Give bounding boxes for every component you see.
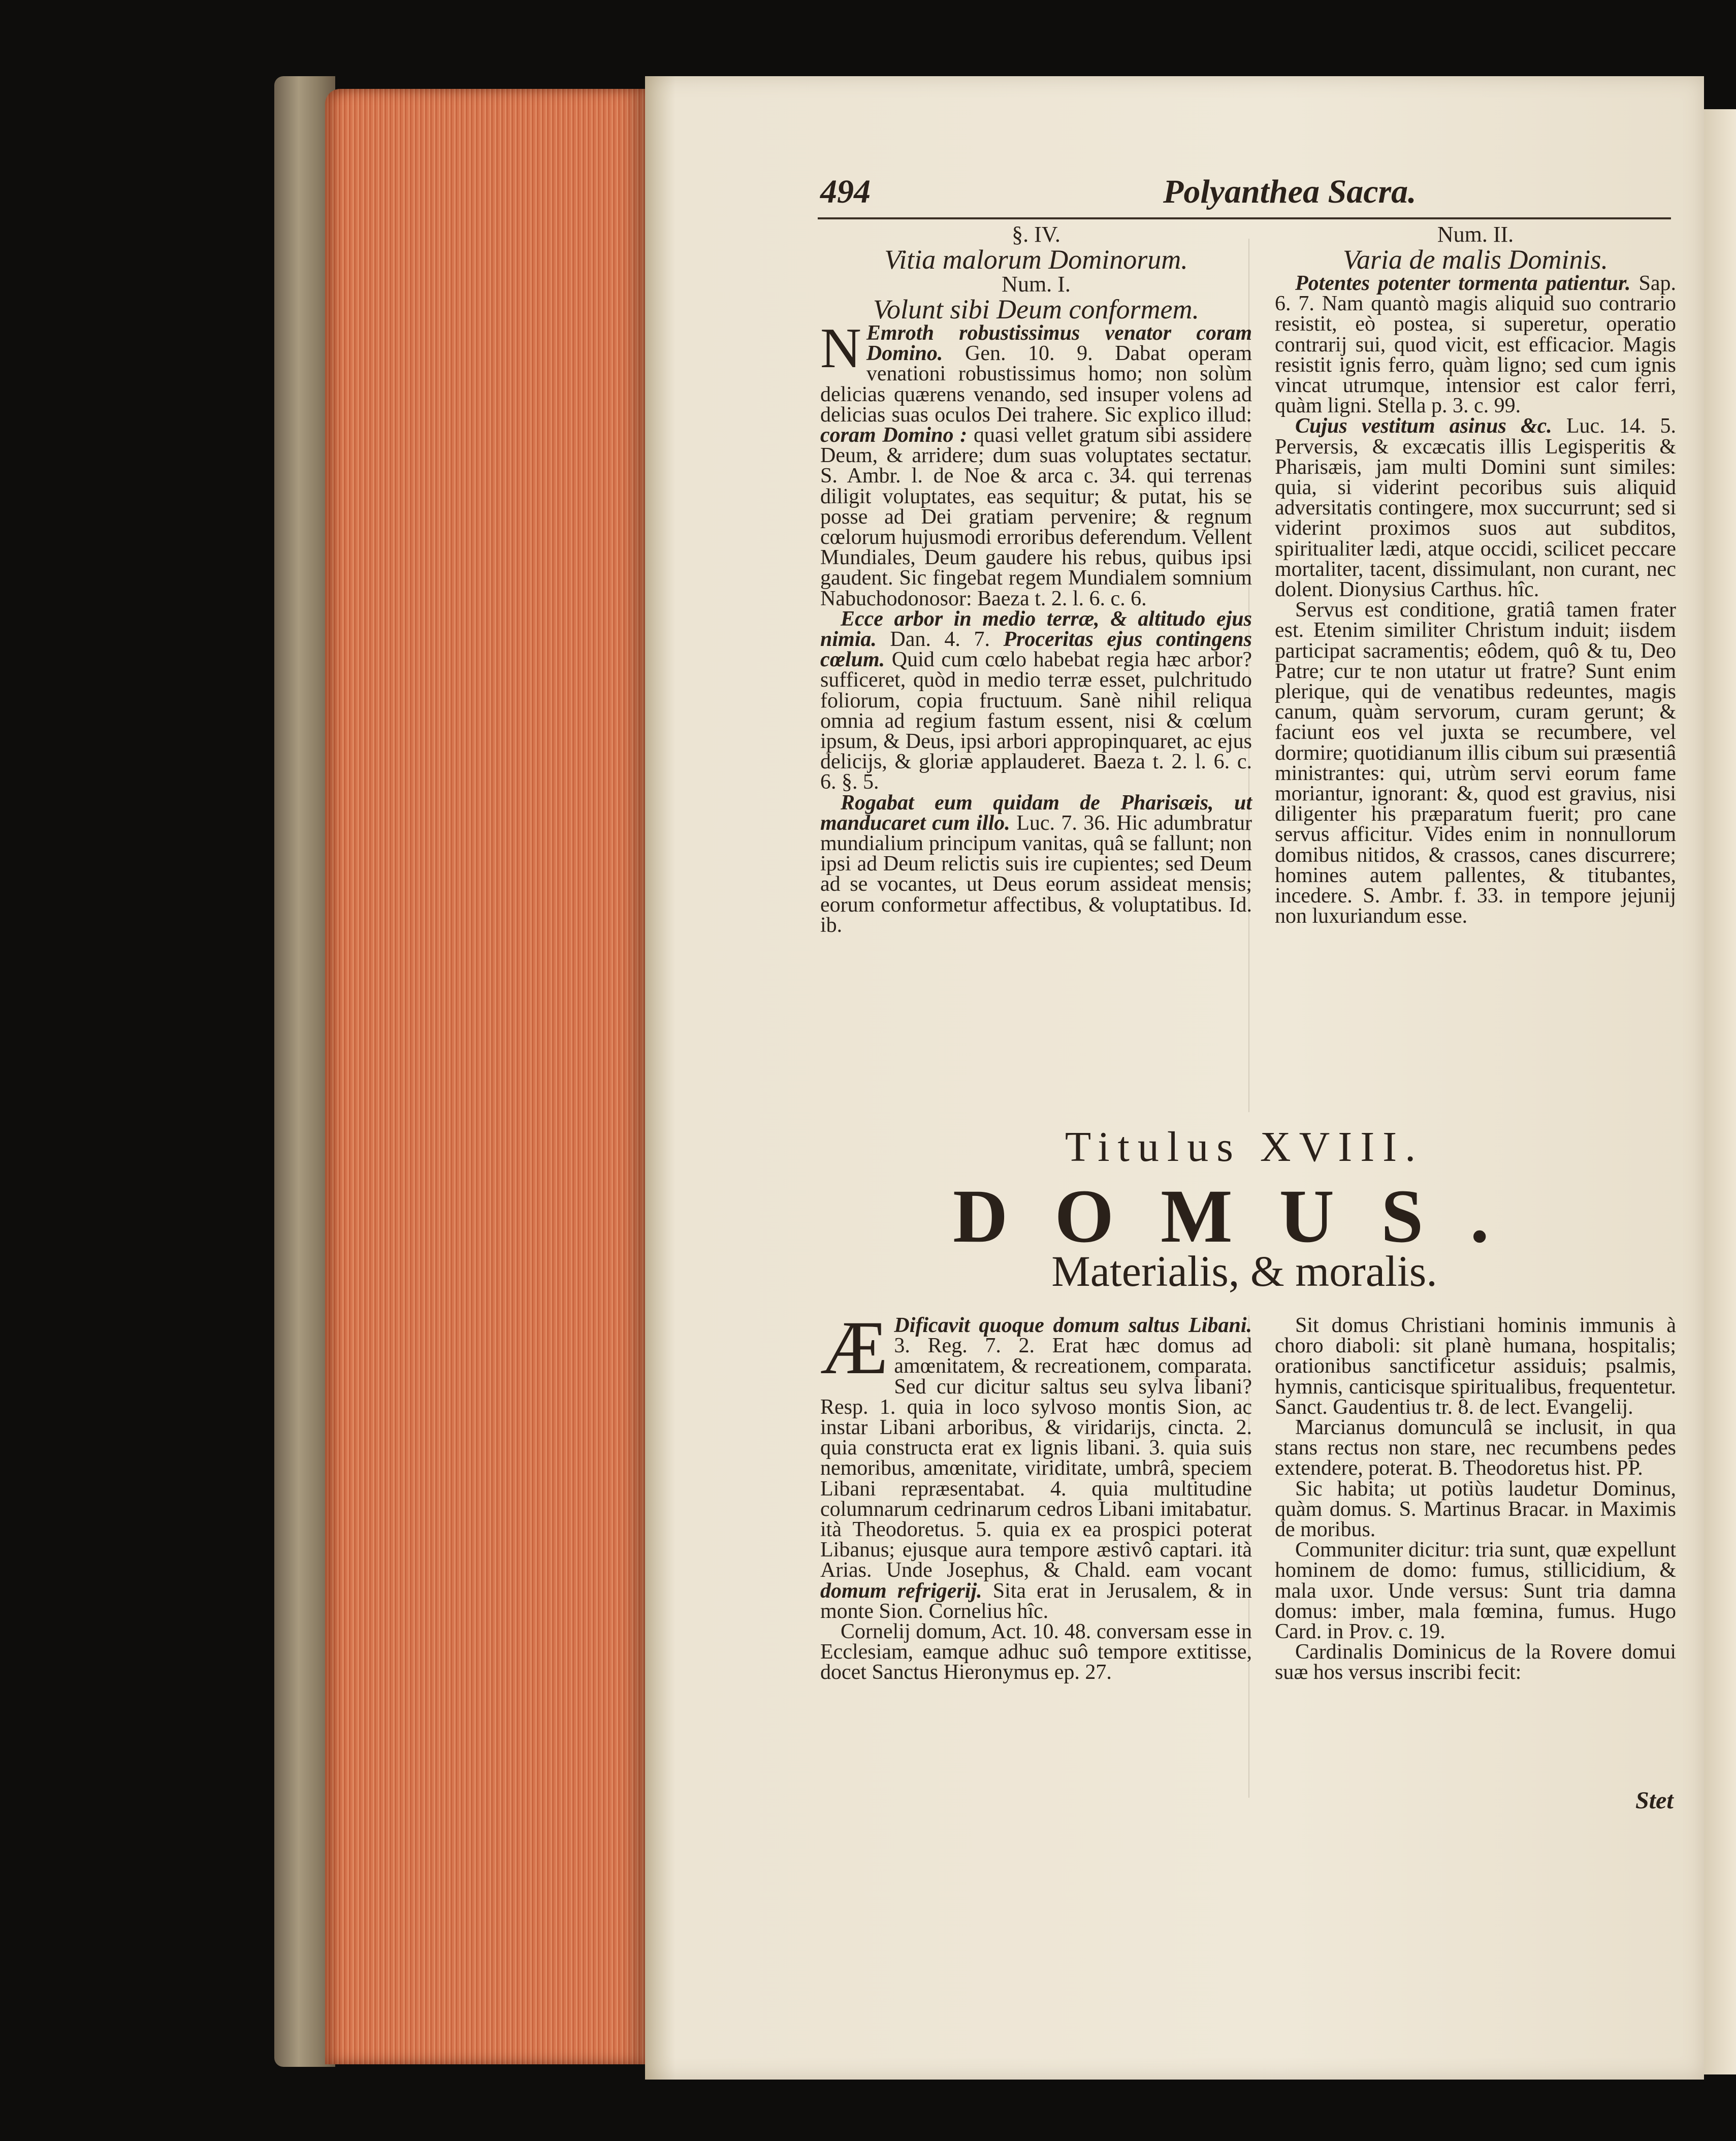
num-label: Num. I.: [1002, 272, 1071, 297]
paragraph: Marcianus domunculâ se inclusit, in qua stans rectus non stare, nec recumbens pedes extendere, poterat. B. Theodoretus hist. PP.: [1275, 1416, 1676, 1480]
page-fore-edge: [325, 89, 645, 2064]
drop-cap: Æ: [820, 1306, 888, 1390]
paragraph: Rogabat eum quidam de Pharisæis, ut manducaret cum illo. Luc. 7. 36. Hic adumbratur mundialium principum vanitas, quâ se fallunt; non ipsi ad Deum relictis suis ire cupientes; sed Deum ad se vocantes, ut Deus eorum assideat mensis; eorum conformetur affectibus, & voluptatibus. Id. ib.: [820, 791, 1252, 937]
lower-left-column: [820, 1306, 1252, 1684]
paragraph: Cornelij domum, Act. 10. 48. conversam esse in Ecclesiam, eamque adhuc suô tempore extitisse, docet Sanctus Hieronymus ep. 27.: [820, 1620, 1252, 1684]
paragraph: Cardinalis Dominicus de la Rovere domui suæ hos versus inscribi fecit:: [1275, 1640, 1676, 1684]
next-page-edge: [1704, 109, 1736, 2074]
drop-cap: N: [820, 317, 861, 380]
paragraph: Communiter dicitur: tria sunt, quæ expellunt hominem de domo: fumus, stillicidium, & mala uxor. Unde versus: Sunt tria damna domus: imber, mala fœmina, fumus. Hugo Card. in Prov. c. 19.: [1275, 1538, 1676, 1644]
paragraph: Cujus vestitum asinus &c. Luc. 14. 5. Perversis, & excæcatis illis Legisperitis & Pharisæis, jam multi Domini sunt similes: quia, si viderint pecoribus suis aliquid adversitatis contingere, mox succurrunt; sed si viderint proximos suos aut subditos, spiritualiter lædi, atque occidi, scilicet peccare mortaliter, tacent, dissimulant, non curant, nec dolent. Dionysius Carthus. hîc.: [1275, 414, 1677, 602]
left-column: [820, 223, 1252, 935]
lower-right-column: [1275, 1315, 1676, 1683]
header-rule: [818, 217, 1671, 219]
paragraph: Potentes potenter tormenta patientur. Sap. 6. 7. Nam quantò magis aliquid suo contrario resistit, eò postea, si superetur, operatio contrarij sui, quod vicit, est efficacior. Magis resistit ignis ferro, quàm ligno; sed cum ignis vincat utrumque, intensior est calor ferri, quàm ligni. Stella p. 3. c. 99.: [1275, 272, 1676, 418]
paragraph: Servus est conditione, gratiâ tamen frater est. Etenim similiter Christum induit; iisdem participat sacramentis; eôdem, quô & tu, Deo Patre; cur te non utatur ut fratre? Sunt enim plerique, qui de venatibus redeuntes, magis canum, quàm servorum, curam gerunt; & faciunt eos vel juxta se recumbere, vel dormire; quotidianum illis cibum sui præsentiâ ministrantes: qui, utrùm servi eorum fame moriantur, ignorant: &, quod est gravius, nisi diligenter his præparatum fuerit; pro cane servus afficitur. Vides enim in nonnullorum domibus nitidos, & crassos, canes discurrere; homines autem pallentes, & titubantes, incedere. S. Ambr. f. 33. in tempore jejunij non luxuriandum esse.: [1275, 598, 1676, 928]
page-number: 494: [820, 173, 871, 210]
titulus-heading: Titulus XVIII.: [1065, 1123, 1424, 1171]
paragraph: Ecce arbor in medio terræ, & altitudo ejus nimia. Dan. 4. 7. Proceritas ejus contingens cœlum. Quid cum cœlo habebat regia hæc arbor? sufficeret, quòd in medio terræ esset, pulchritudo foliorum, copia fructuum. Sanè nihil reliqua omnia ad regium fastum essent, nisi & cœlum ipsum, & Deus, ipsi arbori appropinquaret, ac ejus delicijs, & gloriæ applauderet. Baeza t. 2. l. 6. c. 6. §. 5.: [820, 607, 1252, 794]
paragraph: Sic habita; ut potiùs laudetur Dominus, quàm domus. S. Martinus Bracar. in Maximis de moribus.: [1275, 1477, 1676, 1542]
paragraph: Sit domus Christiani hominis immunis à choro diaboli: sit planè humana, hospitalis; orationibus sanctificetur assiduis; psalmis, hymnis, canticisque spiritualibus, frequentetur. Sanct. Gaudentius tr. 8. de lect. Evangelij.: [1275, 1314, 1676, 1419]
num-title: Varia de malis Dominis.: [1342, 244, 1609, 275]
num-title: Volunt sibi Deum conformem.: [873, 294, 1199, 325]
section-head: §. IV.: [1012, 222, 1060, 247]
paragraph: Æ Dificavit quoque domum saltus Libani. 3. Reg. 7. 2. Erat hæc domus ad amœnitatem, & recreationem, comparata. Sed cur dicitur saltus seu sylva libani? Resp. 1. quia in loco sylvoso montis Sion, ac instar Libani arboribus, & viridarijs, cincta. 2. quia constructa erat ex lignis libani. 3. quia suis nemoribus, amœnitate, viriditate, umbrâ, speciem Libani repræsentabat. 4. quia multitudine columnarum cedrinarum cedros Libani imitabatur. ità Theodoretus. 5. quia ex ea prospici poterat Libanus; ejusque aura tempore æstivô captari. ità Arias. Unde Josephus, & Chald. eam vocant domum refrigerij. Sita erat in Jerusalem, & in monte Sion. Cornelius hîc.: [820, 1306, 1252, 1623]
running-title: Polyanthea Sacra.: [1163, 173, 1417, 210]
catchword: Stet: [1635, 1787, 1674, 1814]
title-subtitle: Materialis, & moralis.: [1051, 1247, 1437, 1295]
section-title: Vitia malorum Dominorum.: [884, 244, 1188, 275]
paragraph: N Emroth robustissimus venator coram Domino. Gen. 10. 9. Dabat operam venationi robustissimus homo; non solùm delicias quærens venando, sed insuper volens ad delicias suas oculos Dei trahere. Sic explico illud: coram Domino : quasi vellet gratum sibi assidere Deum, & arridere; dum suas voluptates sectatur. S. Ambr. l. de Noe & arca c. 34. qui terrenas diligit voluptates, eas sequitur; & putat, his se posse ad Dei gratiam pervenire; & regnum cœlorum hujusmodi erroribus deferendum. Vellent Mundiales, Deum gaudere his rebus, quibus ipsi gaudent. Sic fingebat regem Mundialem somnium Nabuchodonosor: Baeza t. 2. l. 6. c. 6.: [820, 317, 1252, 610]
right-column: [1275, 223, 1676, 927]
domus-heading: DOMUS.: [953, 1174, 1536, 1258]
num-label: Num. II.: [1437, 222, 1514, 247]
